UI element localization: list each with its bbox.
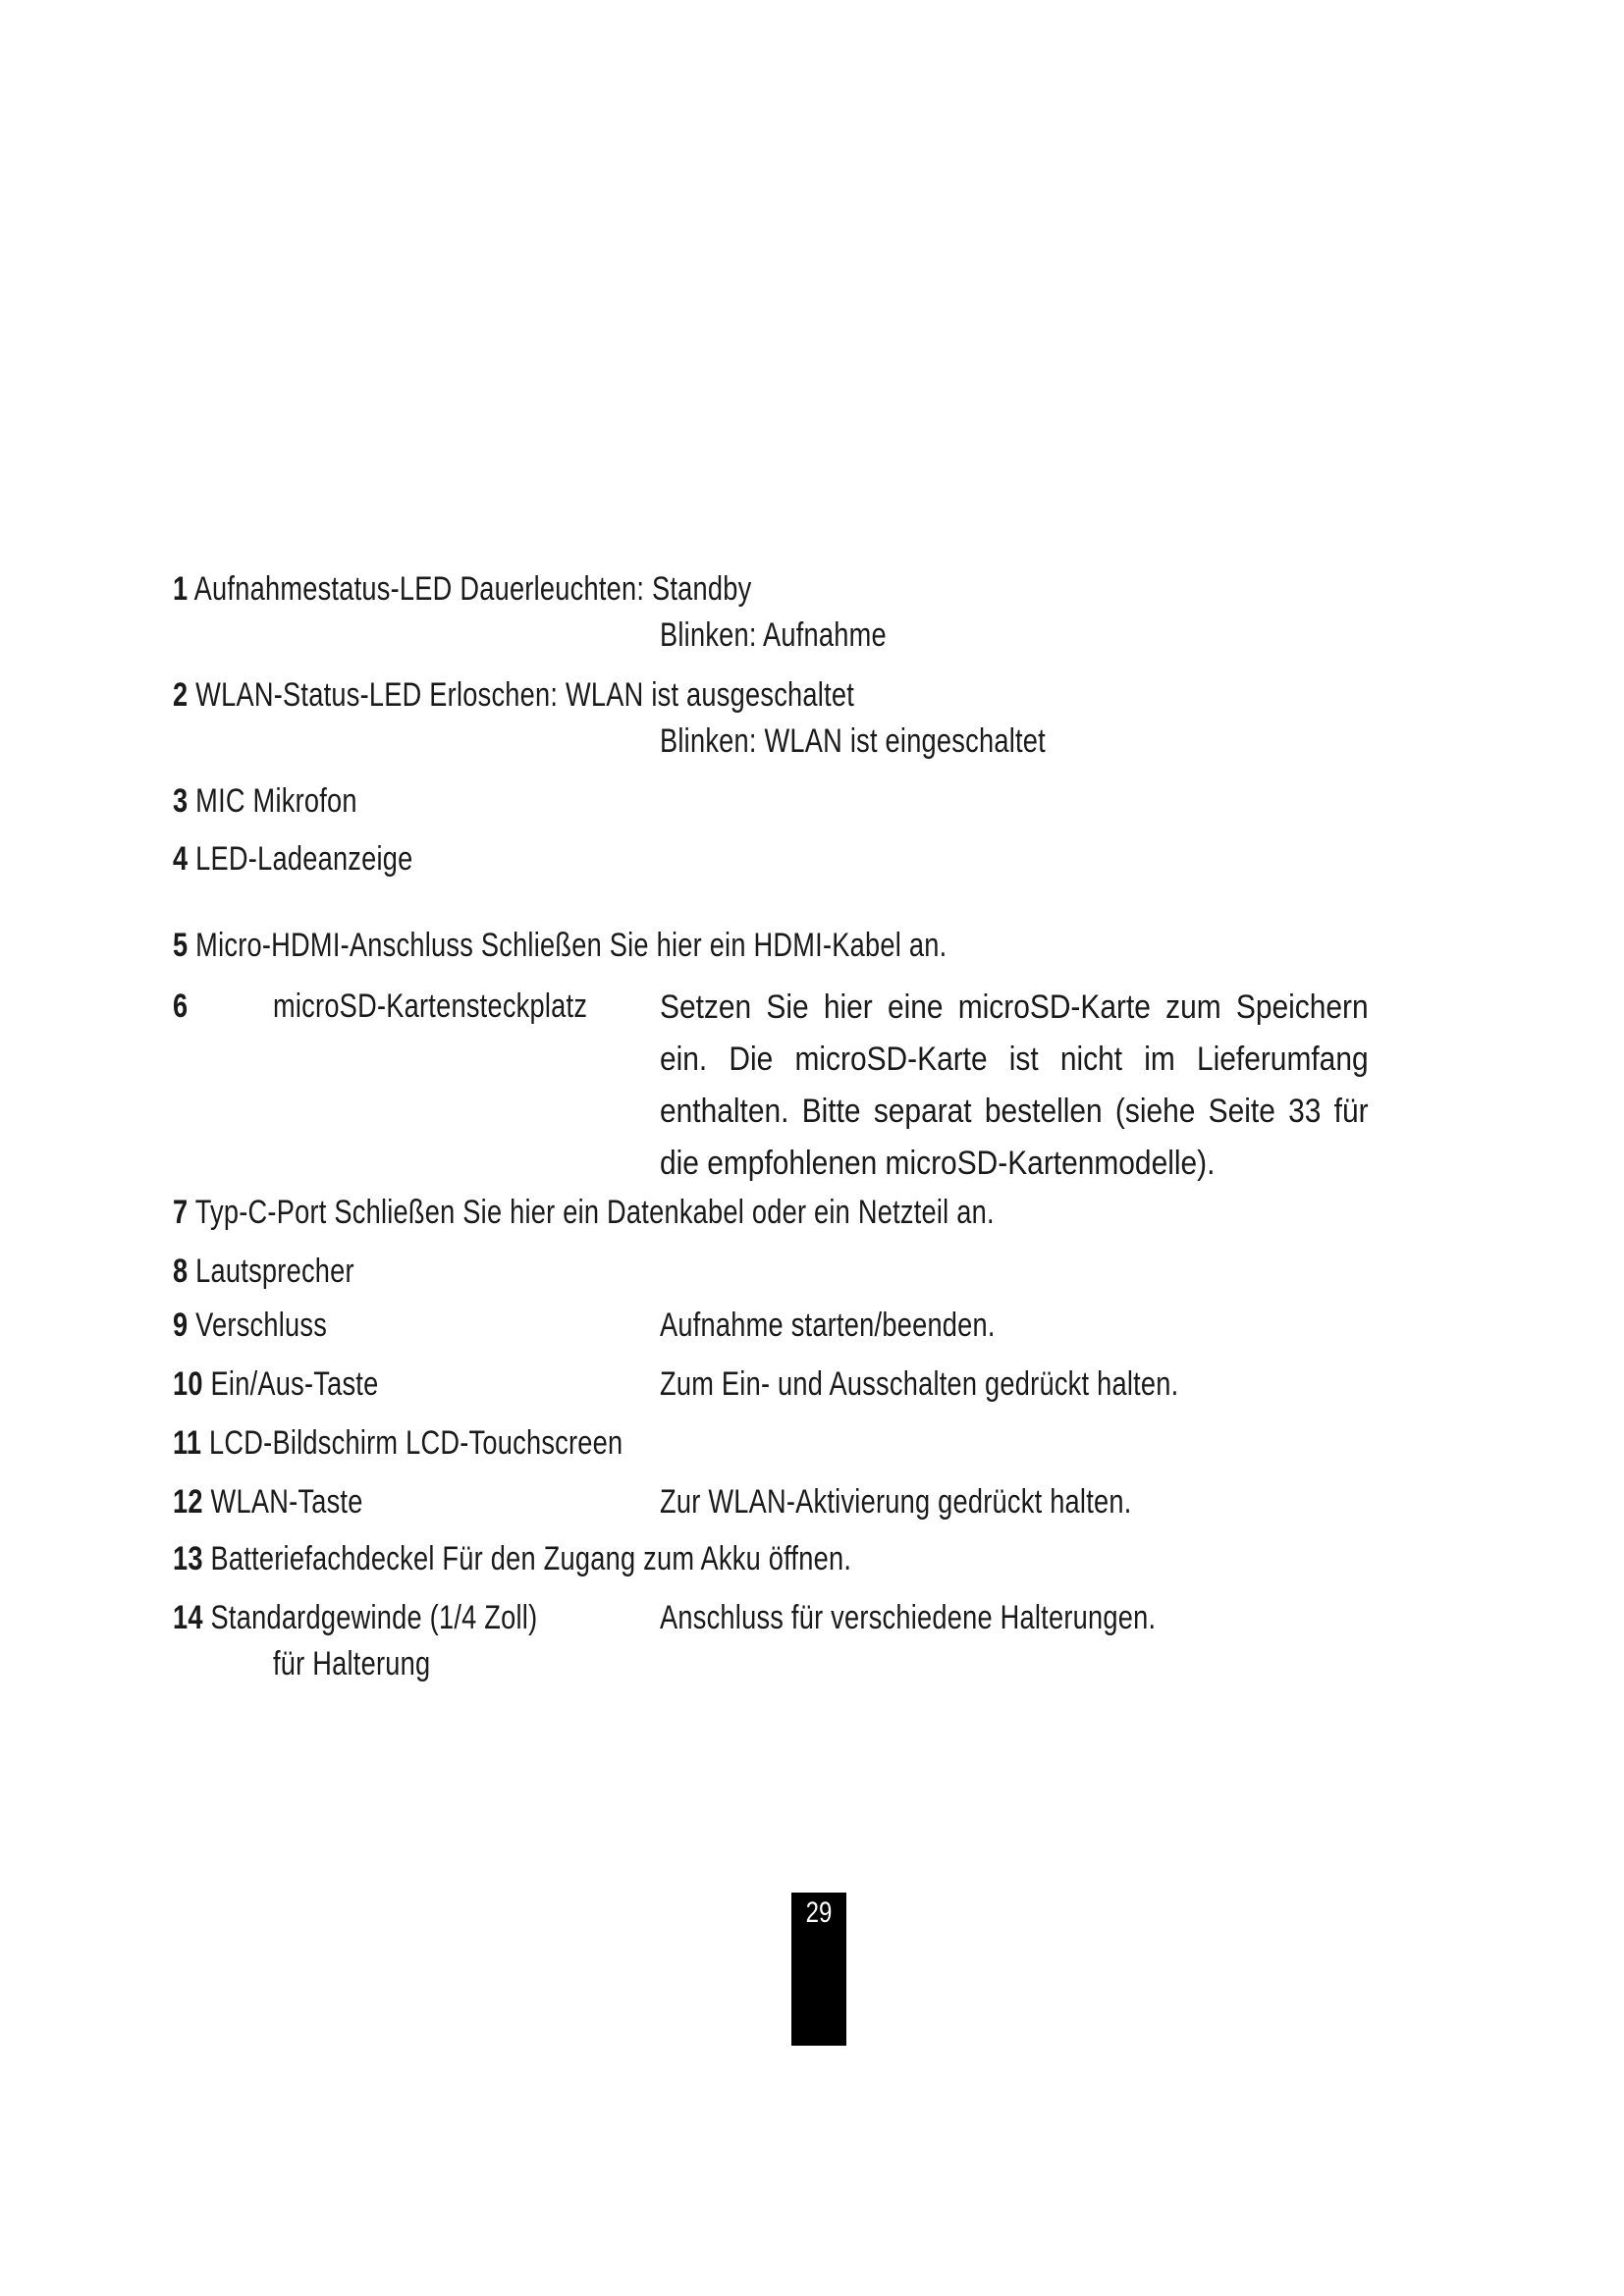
item-1-continuation: Blinken: Aufnahme: [660, 616, 887, 654]
item-14: [173, 1598, 537, 1637]
item-number: 11: [173, 1424, 202, 1462]
item-10-description: Zum Ein- und Ausschalten gedrückt halten.: [660, 1365, 1179, 1403]
item-text: Micro-HDMI-Anschluss Schließen Sie hier ein HDMI-Kabel an.: [195, 927, 947, 964]
item-name: Standardgewinde (1/4 Zoll): [210, 1599, 538, 1636]
item-2: [173, 675, 854, 715]
item-number: 2: [173, 676, 189, 714]
item-14-continuation: für Halterung: [273, 1645, 431, 1682]
item-4: [173, 839, 413, 879]
item-10: [173, 1364, 378, 1404]
item-9-description: Aufnahme starten/beenden.: [660, 1307, 996, 1344]
item-number: 8: [173, 1253, 189, 1290]
item-9: [173, 1306, 327, 1345]
item-number: 3: [173, 782, 189, 820]
item-number: 6: [173, 988, 189, 1025]
item-number: 1: [173, 570, 189, 608]
item-11: [173, 1423, 623, 1463]
item-number: 5: [173, 927, 189, 964]
item-14-description: Anschluss für verschiedene Halterungen.: [660, 1599, 1157, 1636]
item-13: [173, 1539, 851, 1578]
item-text: Aufnahmestatus-LED Dauerleuchten: Standby: [193, 570, 752, 608]
item-number: 9: [173, 1307, 189, 1344]
item-text: Batteriefachdeckel Für den Zugang zum Akku öffnen.: [210, 1540, 852, 1577]
item-7: [173, 1193, 995, 1232]
item-number: 4: [173, 840, 189, 878]
item-12-description: Zur WLAN-Aktivierung gedrückt halten.: [660, 1483, 1132, 1521]
item-12: [173, 1482, 363, 1522]
item-6-description: Setzen Sie hier eine microSD-Karte zum Speichern ein. Die microSD-Karte ist nicht im Lieferumfang enthalten. Bitte separat bestellen (siehe Seite 33 für die empfohlenen microSD-Kartenmodelle).: [660, 988, 1369, 1182]
item-6-name: microSD-Kartensteckplatz: [273, 988, 588, 1025]
item-number: 10: [173, 1365, 203, 1403]
item-text: Lautsprecher: [195, 1253, 354, 1290]
item-name: Verschluss: [195, 1307, 328, 1344]
item-name: WLAN-Taste: [210, 1483, 363, 1521]
item-text: Typ-C-Port Schließen Sie hier ein Datenkabel oder ein Netzteil an.: [194, 1194, 995, 1231]
item-number: 12: [173, 1483, 203, 1521]
item-text: MIC Mikrofon: [195, 782, 357, 820]
item-number: 13: [173, 1540, 203, 1577]
item-number: 7: [173, 1194, 189, 1231]
item-1: [173, 569, 751, 609]
item-2-continuation: Blinken: WLAN ist eingeschaltet: [660, 722, 1046, 760]
item-number: 14: [173, 1599, 203, 1636]
item-3: [173, 781, 357, 821]
item-text: WLAN-Status-LED Erloschen: WLAN ist ausgeschaltet: [195, 676, 855, 714]
item-5: [173, 926, 947, 965]
item-name: Ein/Aus-Taste: [210, 1365, 379, 1403]
item-text: LCD-Bildschirm LCD-Touchscreen: [209, 1424, 623, 1462]
page-number-tab: [791, 1893, 846, 2046]
item-6-number: [173, 987, 188, 1026]
item-text: LED-Ladeanzeige: [195, 840, 413, 878]
page-number: 29: [805, 1896, 833, 1929]
item-8: [173, 1252, 354, 1291]
